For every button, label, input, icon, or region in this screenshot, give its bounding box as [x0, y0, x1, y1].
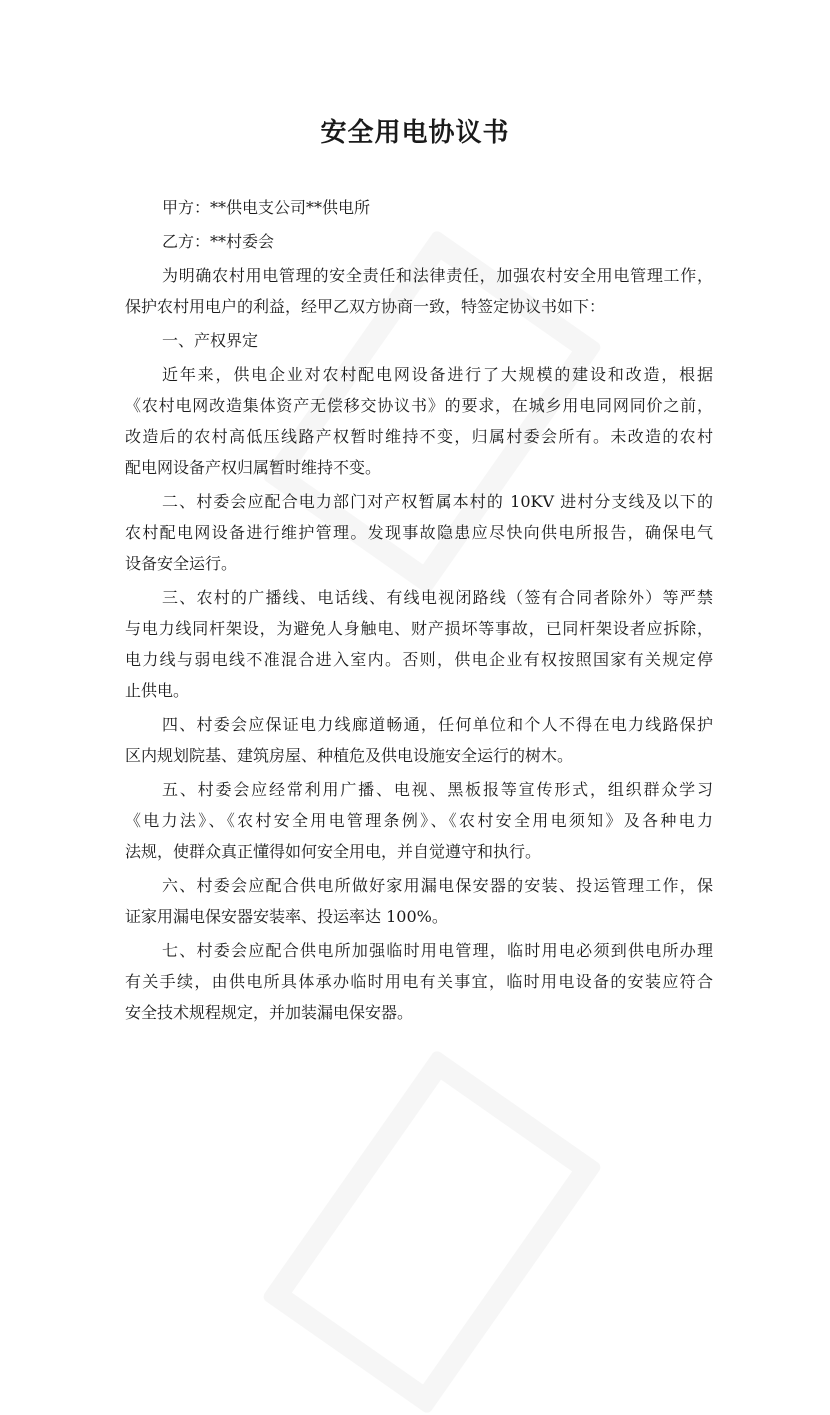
paragraph-line: 近年来，供电企业对农村配电网设备进行了大规模的建设和改造，根据 — [162, 365, 713, 384]
paragraph-line: 有关手续，由供电所具体承办临时用电有关事宜，临时用电设备的安装应符合 — [125, 972, 713, 991]
paragraph-line: 乙方：**村委会 — [162, 232, 275, 251]
paragraph — [125, 192, 713, 223]
paragraph-line: 二、村委会应配合电力部门对产权暂属本村的 10KV 进村分支线及以下的 — [162, 492, 713, 511]
paragraph-line: 甲方：**供电支公司**供电所 — [162, 198, 371, 217]
paragraph-line: 法规，使群众真正懂得如何安全用电，并自觉遵守和执行。 — [125, 842, 542, 861]
paragraph-line: 区内规划院基、建筑房屋、种植危及供电设施安全运行的树木。 — [125, 746, 574, 765]
paragraph — [125, 226, 713, 257]
paragraph-line: 电力线与弱电线不准混合进入室内。否则，供电企业有权按照国家有关规定停 — [125, 650, 713, 669]
paragraph-line: 《农村电网改造集体资产无偿移交协议书》的要求，在城乡用电同网同价之前， — [125, 396, 713, 415]
paragraph — [125, 359, 713, 483]
paragraph — [125, 486, 713, 579]
document-body — [125, 192, 713, 1031]
paragraph — [125, 774, 713, 867]
paragraph-line: 止供电。 — [125, 681, 190, 700]
paragraph-line: 五、村委会应经常利用广播、电视、黑板报等宣传形式，组织群众学习 — [162, 780, 713, 799]
paragraph-line: 配电网设备产权归属暂时维持不变。 — [125, 458, 382, 477]
paragraph — [125, 709, 713, 771]
paragraph — [125, 325, 713, 356]
paragraph-line: 一、产权界定 — [162, 331, 259, 350]
paragraph-line: 证家用漏电保安器安装率、投运率达 100%。 — [125, 907, 448, 926]
paragraph-line: 《电力法》、《农村安全用电管理条例》、《农村安全用电须知》及各种电力 — [125, 811, 713, 830]
paragraph-line: 农村配电网设备进行维护管理。发现事故隐患应尽快向供电所报告，确保电气 — [125, 523, 713, 542]
paragraph-line: 保护农村用电户的利益，经甲乙双方协商一致，特签定协议书如下： — [125, 297, 606, 316]
paragraph-line: 安全技术规程规定，并加装漏电保安器。 — [125, 1003, 414, 1022]
paragraph — [125, 260, 713, 322]
paragraph-line: 三、农村的广播线、电话线、有线电视闭路线（签有合同者除外）等严禁 — [162, 588, 713, 607]
paragraph-line: 四、村委会应保证电力线廊道畅通，任何单位和个人不得在电力线路保护 — [162, 715, 713, 734]
paragraph — [125, 935, 713, 1028]
paragraph-line: 六、村委会应配合供电所做好家用漏电保安器的安装、投运管理工作，保 — [162, 876, 713, 895]
paragraph-line: 七、村委会应配合供电所加强临时用电管理，临时用电必须到供电所办理 — [162, 941, 713, 960]
paragraph-line: 为明确农村用电管理的安全责任和法律责任，加强农村安全用电管理工作， — [162, 266, 713, 285]
paragraph — [125, 582, 713, 706]
document-title: 安全用电协议书 — [320, 118, 510, 148]
paragraph-line: 与电力线同杆架设，为避免人身触电、财产损坏等事故，已同杆架设者应拆除， — [125, 619, 713, 638]
paragraph — [125, 870, 713, 932]
watermark — [261, 1049, 602, 1415]
paragraph-line: 改造后的农村高低压线路产权暂时维持不变，归属村委会所有。未改造的农村 — [125, 427, 713, 446]
paragraph-line: 设备安全运行。 — [125, 554, 238, 573]
